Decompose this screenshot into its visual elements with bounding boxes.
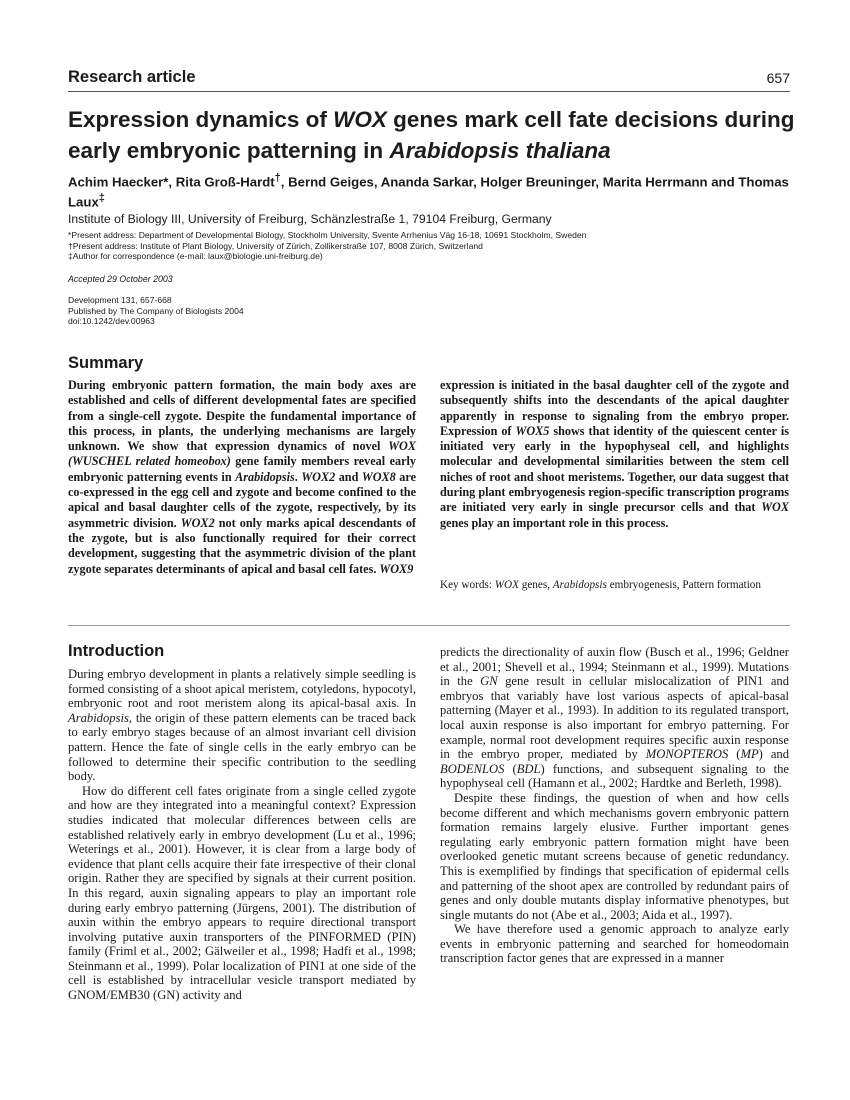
intro-paragraph: During embryo development in plants a relatively simple seedling is formed consisting of a shoot apical meristem, cotyledons, hypocotyl, embryonic root and root meristem along its apical-basal axis. In Arabidopsis, the origin of these pattern elements can be traced back to early embryo stages because of an almost invariant cell division pattern. Hence the fate of single cells in the early embryo can be followed to determine their specific contribution to the seedling body. [68, 667, 416, 784]
publication-info [68, 295, 244, 327]
footnote-present-address-1: *Present address: Department of Developmental Biology, Stockholm University, Svente Arrhenius Väg 16-18, 10691 Stockholm, Sweden [68, 230, 587, 240]
intro-paragraph: predicts the directionality of auxin flow (Busch et al., 1996; Geldner et al., 2001; Shevell et al., 1994; Steinmann et al., 1999). Mutations in the GN gene result in cellular mislocalization of PIN1 and embryos that variably have lost various aspects of apical-basal patterning (Mayer et al., 1993). In addition to its regulated transport, local auxin response is also important for embryo patterning. For example, normal root development requires specific auxin response in the embryo proper, mediated by MONOPTEROS (MP) and BODENLOS (BDL) functions, and subsequent signaling to the hypophyseal cell (Hamann et al., 2002; Hardtke and Berleth, 1998). [440, 645, 790, 791]
introduction-left-column [68, 667, 416, 1003]
section-divider [68, 625, 790, 626]
footnote-correspondence: ‡Author for correspondence (e-mail: laux@biologie.uni-freiburg.de) [68, 251, 323, 261]
intro-paragraph: How do different cell fates originate from a single celled zygote and how are they integrated into a meaningful context? Expression studies indicated that molecular differences between cells are established relatively early in embryo development (Lu et al., 1996; Weterings et al., 2001). However, it is clear from a large body of evidence that plant cells acquire their fate irrespective of their clonal origin. Rather they are specified by signals at their current position. In this regard, auxin signaling appears to play an important role during early embryo patterning (Jürgens, 2001). The distribution of auxin within the embryo appears to require directional transport involving putative auxin transporters of the PINFORMED (PIN) family (Friml et al., 2002; Gälweiler et al., 1998; Hadfi et al., 1998; Steinmann et al., 1999). Polar localization of PIN1 at one side of the cell is established by intracellular vesicle transport mediated by GNOM/EMB30 (GN) activity and [68, 783, 416, 1003]
accepted-date: Accepted 29 October 2003 [68, 274, 173, 284]
section-label: Research article [68, 68, 196, 86]
institution-affiliation: Institute of Biology III, University of Freiburg, Schänzlestraße 1, 79104 Freiburg, Germany [68, 212, 552, 226]
summary-heading: Summary [68, 354, 144, 372]
introduction-right-column [440, 645, 789, 966]
publisher-line: Published by The Company of Biologists 2004 [68, 305, 244, 316]
summary-right-column: expression is initiated in the basal daughter cell of the zygote and subsequently shifts into the descendants of the apical daughter apparently in response to signaling from the embryo proper. Expression of WOX5 shows that identity of the quiescent center is initiated very early in the hypophyseal cell, and highlights molecular and developmental similarities between the stem cell niches of root and shoot meristems. Together, our data suggest that during plant embryogenesis region-specific transcription programs are initiated very early in single precursor cells and that WOX genes play an important role in this process. [440, 378, 789, 530]
journal-volume: Development 131, 657-668 [68, 295, 172, 305]
page-number: 657 [766, 70, 790, 86]
introduction-heading: Introduction [68, 642, 165, 660]
author-list: Achim Haecker*, Rita Groß-Hardt†, Bernd Geiges, Ananda Sarkar, Holger Breuninger, Marita Herrmann and Thomas Laux‡ [68, 172, 789, 210]
doi[interactable]: doi:10.1242/dev.00963 [68, 316, 155, 327]
article-title: Expression dynamics of WOX genes mark cell fate decisions during early embryonic patterning in Arabidopsis thaliana [68, 107, 795, 163]
summary-left-column: During embryonic pattern formation, the main body axes are established and cells of different developmental fates are specified from a single-cell zygote. Despite the fundamental importance of this process, in plants, the underlying mechanisms are largely unknown. We show that expression dynamics of novel WOX (WUSCHEL related homeobox) gene family members reveal early embryonic patterning events in Arabidopsis. WOX2 and WOX8 are co-expressed in the egg cell and zygote and become confined to the apical and basal daughter cells of the zygote, respectively, by its asymmetric division. WOX2 not only marks apical descendants of the zygote, but is also functionally required for their correct development, suggesting that the asymmetric division of the plant zygote separates determinants of apical and basal cell fates. WOX9 [68, 378, 417, 576]
running-header [68, 68, 790, 90]
key-words: Key words: WOX genes, Arabidopsis embryogenesis, Pattern formation [440, 579, 761, 591]
intro-paragraph: Despite these findings, the question of when and how cells become different and which mechanisms govern embryonic pattern formation remains largely elusive. Further important genes regulating early embryonic pattern formation might have been overlooked genetic mutant screens because of genetic redundancy. This is exemplified by findings that specification of epidermal cells and patterning of the shoot apex are controlled by redundant pairs of genes and only double mutants display informative phenotypes, but single mutants do not (Abe et al., 2003; Aida et al., 1997). [440, 790, 789, 922]
header-rule [68, 91, 790, 92]
footnote-present-address-2: †Present address: Institute of Plant Biology, University of Zürich, Zollikerstraße 107, 8008 Zürich, Switzerland [68, 240, 483, 251]
intro-paragraph: We have therefore used a genomic approach to analyze early events in embryonic patterning and searched for homeodomain transcription factor genes that are expressed in a manner [440, 922, 789, 966]
